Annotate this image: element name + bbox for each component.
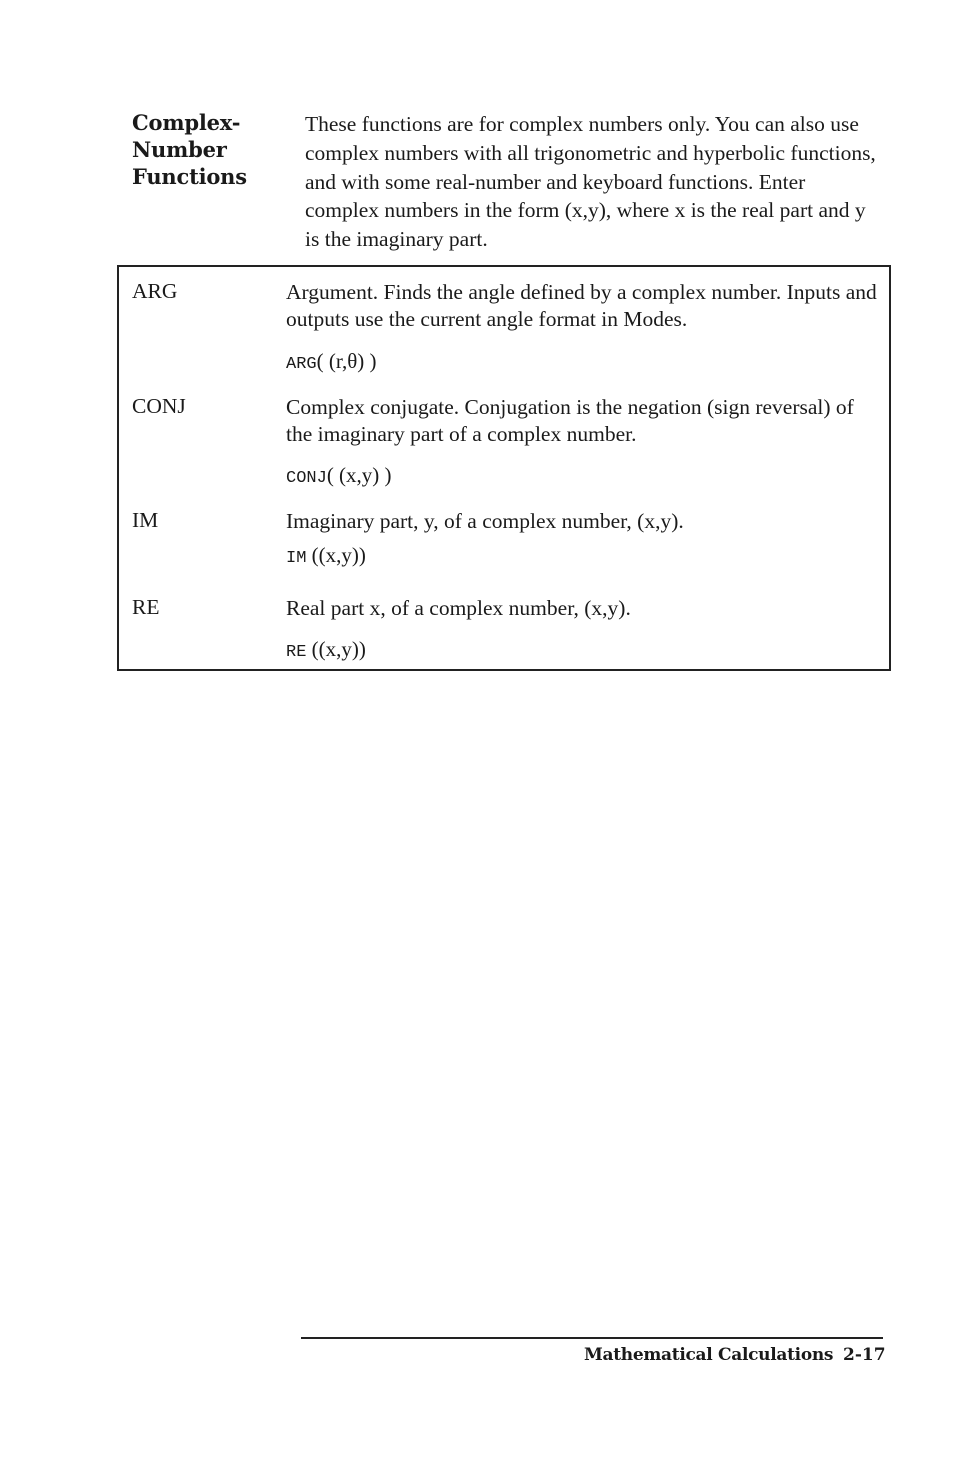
function-desc-re: Real part x, of a complex number, (x,y). — [286, 596, 631, 620]
syntax-args: ((x,y)) — [306, 543, 366, 567]
syntax-arg — [286, 349, 377, 374]
section-heading-line: Complex- — [132, 110, 241, 135]
syntax-keyword: RE — [286, 643, 307, 662]
syntax-re — [286, 637, 366, 662]
section-heading — [132, 109, 292, 190]
function-name-conj: CONJ — [132, 394, 186, 418]
syntax-im — [286, 543, 366, 568]
syntax-keyword: ARG — [286, 355, 317, 374]
syntax-conj — [286, 463, 392, 488]
footer-chapter-title: Mathematical Calculations — [584, 1345, 834, 1365]
section-heading-line: Functions — [132, 164, 247, 189]
syntax-args: ( (r,θ) ) — [316, 349, 377, 373]
intro-paragraph — [305, 110, 880, 254]
section-heading-line: Number — [132, 137, 227, 162]
syntax-keyword: CONJ — [286, 469, 327, 488]
syntax-args: ((x,y)) — [306, 637, 366, 661]
function-name-im: IM — [132, 508, 159, 532]
function-name-arg: ARG — [132, 279, 178, 303]
function-desc-im: Imaginary part, y, of a complex number, (x,y). — [286, 509, 684, 533]
syntax-keyword: IM — [286, 549, 307, 568]
function-table — [117, 265, 891, 671]
intro-text: These functions are for complex numbers only. You can also use complex numbers with all trigonometric and hyperbolic functions, and with some real-number and keyboard functions. Enter complex numbers in the form (x,y), where x is the real part and y is the imaginary part. — [305, 112, 876, 252]
function-desc-arg: Argument. Finds the angle defined by a complex number. Inputs and outputs use the current angle format in Modes. — [286, 280, 877, 331]
footer-divider — [301, 1337, 883, 1339]
function-name-re: RE — [132, 595, 160, 619]
syntax-args: ( (x,y) ) — [326, 463, 392, 487]
footer-page-number: 2-17 — [843, 1345, 886, 1365]
function-desc-conj: Complex conjugate. Conjugation is the negation (sign reversal) of the imaginary part of a complex number. — [286, 395, 854, 446]
